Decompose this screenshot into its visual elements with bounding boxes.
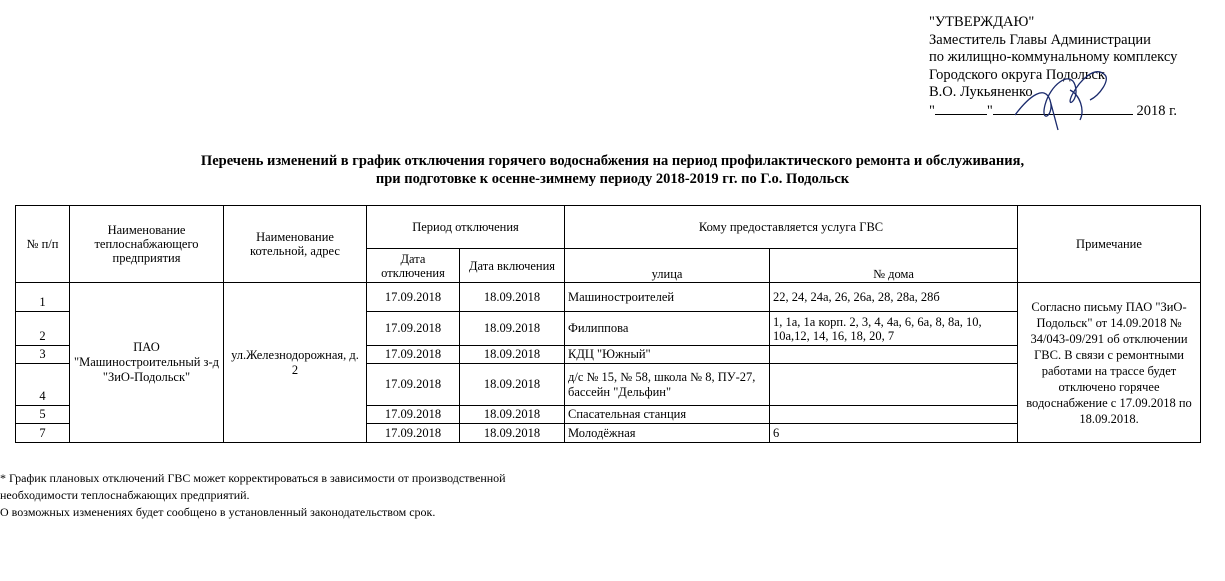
house [770, 364, 1018, 406]
note-cell: Согласно письму ПАО "ЗиО-Подольск" от 14.09.2018 № 34/043-09/291 об отключении ГВС. В связи с ремонтными работами на трассе будет отключено горячее водоснабжение с 17.09.2018 по 18.09.2018. [1018, 283, 1201, 443]
date-on: 18.09.2018 [460, 424, 565, 443]
signature-icon [1010, 55, 1120, 135]
table-row [16, 283, 1201, 312]
date-on: 18.09.2018 [460, 312, 565, 346]
row-num: 7 [16, 424, 70, 443]
header-service: Кому предоставляется услуга ГВС [565, 206, 1018, 249]
street: Машиностроителей [565, 283, 770, 312]
footnote-line2: необходимости теплоснабжающих предприятий. [0, 488, 250, 502]
street: Молодёжная [565, 424, 770, 443]
street: Филиппова [565, 312, 770, 346]
row-num: 1 [16, 283, 70, 312]
footnote-line3: О возможных изменениях будет сообщено в установленный законодательством срок. [0, 505, 436, 519]
approval-position-line3: Городского округа Подольск [929, 66, 1105, 83]
house [770, 346, 1018, 364]
footnote-line1: * График плановых отключений ГВС может корректироваться в зависимости от производственной [0, 471, 506, 485]
header-period: Период отключения [367, 206, 565, 249]
boiler-cell: ул.Железнодорожная, д. 2 [224, 283, 367, 443]
approval-date-line: " " 2018 г. [929, 102, 1178, 119]
approval-position-line1: Заместитель Главы Администрации [929, 31, 1151, 48]
header-note: Примечание [1018, 206, 1201, 283]
header-supplier: Наименование теплоснабжающего предприятия [70, 206, 224, 283]
date-off: 17.09.2018 [367, 424, 460, 443]
date-off: 17.09.2018 [367, 406, 460, 424]
street: д/с № 15, № 58, школа № 8, ПУ-27, бассейн "Дельфин" [565, 364, 770, 406]
date-off: 17.09.2018 [367, 364, 460, 406]
supplier-cell: ПАО "Машиностроительный з-д "ЗиО-Подольск" [70, 283, 224, 443]
date-on: 18.09.2018 [460, 406, 565, 424]
house: 1, 1а, 1а корп. 2, 3, 4, 4а, 6, 6а, 8, 8а, 10, 10а,12, 14, 16, 18, 20, 7 [770, 312, 1018, 346]
header-row-1 [16, 206, 1201, 249]
title-line2: при подготовке к осенне-зимнему периоду 2018-2019 гг. по Г.о. Подольск [375, 171, 850, 187]
outage-table [15, 205, 1201, 443]
date-on: 18.09.2018 [460, 283, 565, 312]
street: КДЦ "Южный" [565, 346, 770, 364]
row-num: 4 [16, 364, 70, 406]
header-date-on: Дата включения [460, 249, 565, 283]
row-num: 3 [16, 346, 70, 364]
approval-date-year: 2018 г. [1136, 102, 1178, 119]
house: 6 [770, 424, 1018, 443]
footnote [0, 470, 506, 521]
row-num: 2 [16, 312, 70, 346]
approval-position-line2: по жилищно-коммунальному комплексу [929, 49, 1178, 65]
header-date-off: Дата отключения [367, 249, 460, 283]
title-line1: Перечень изменений в график отключения горячего водоснабжения на период профилактического ремонта и обслуживания, [200, 153, 1025, 169]
header-street: улица [565, 249, 770, 283]
row-num: 5 [16, 406, 70, 424]
approval-stamp: "УТВЕРЖДАЮ" [929, 14, 1035, 30]
header-num: № п/п [16, 206, 70, 283]
header-house: № дома [770, 249, 1018, 283]
header-boiler: Наименование котельной, адрес [224, 206, 367, 283]
house [770, 406, 1018, 424]
date-off: 17.09.2018 [367, 346, 460, 364]
house: 22, 24, 24а, 26, 26а, 28, 28а, 28б [770, 283, 1018, 312]
date-on: 18.09.2018 [460, 364, 565, 406]
approval-name: В.О. Лукьяненко [929, 84, 1033, 100]
date-off: 17.09.2018 [367, 312, 460, 346]
street: Спасательная станция [565, 406, 770, 424]
document-title [0, 152, 1225, 188]
date-on: 18.09.2018 [460, 346, 565, 364]
date-off: 17.09.2018 [367, 283, 460, 312]
